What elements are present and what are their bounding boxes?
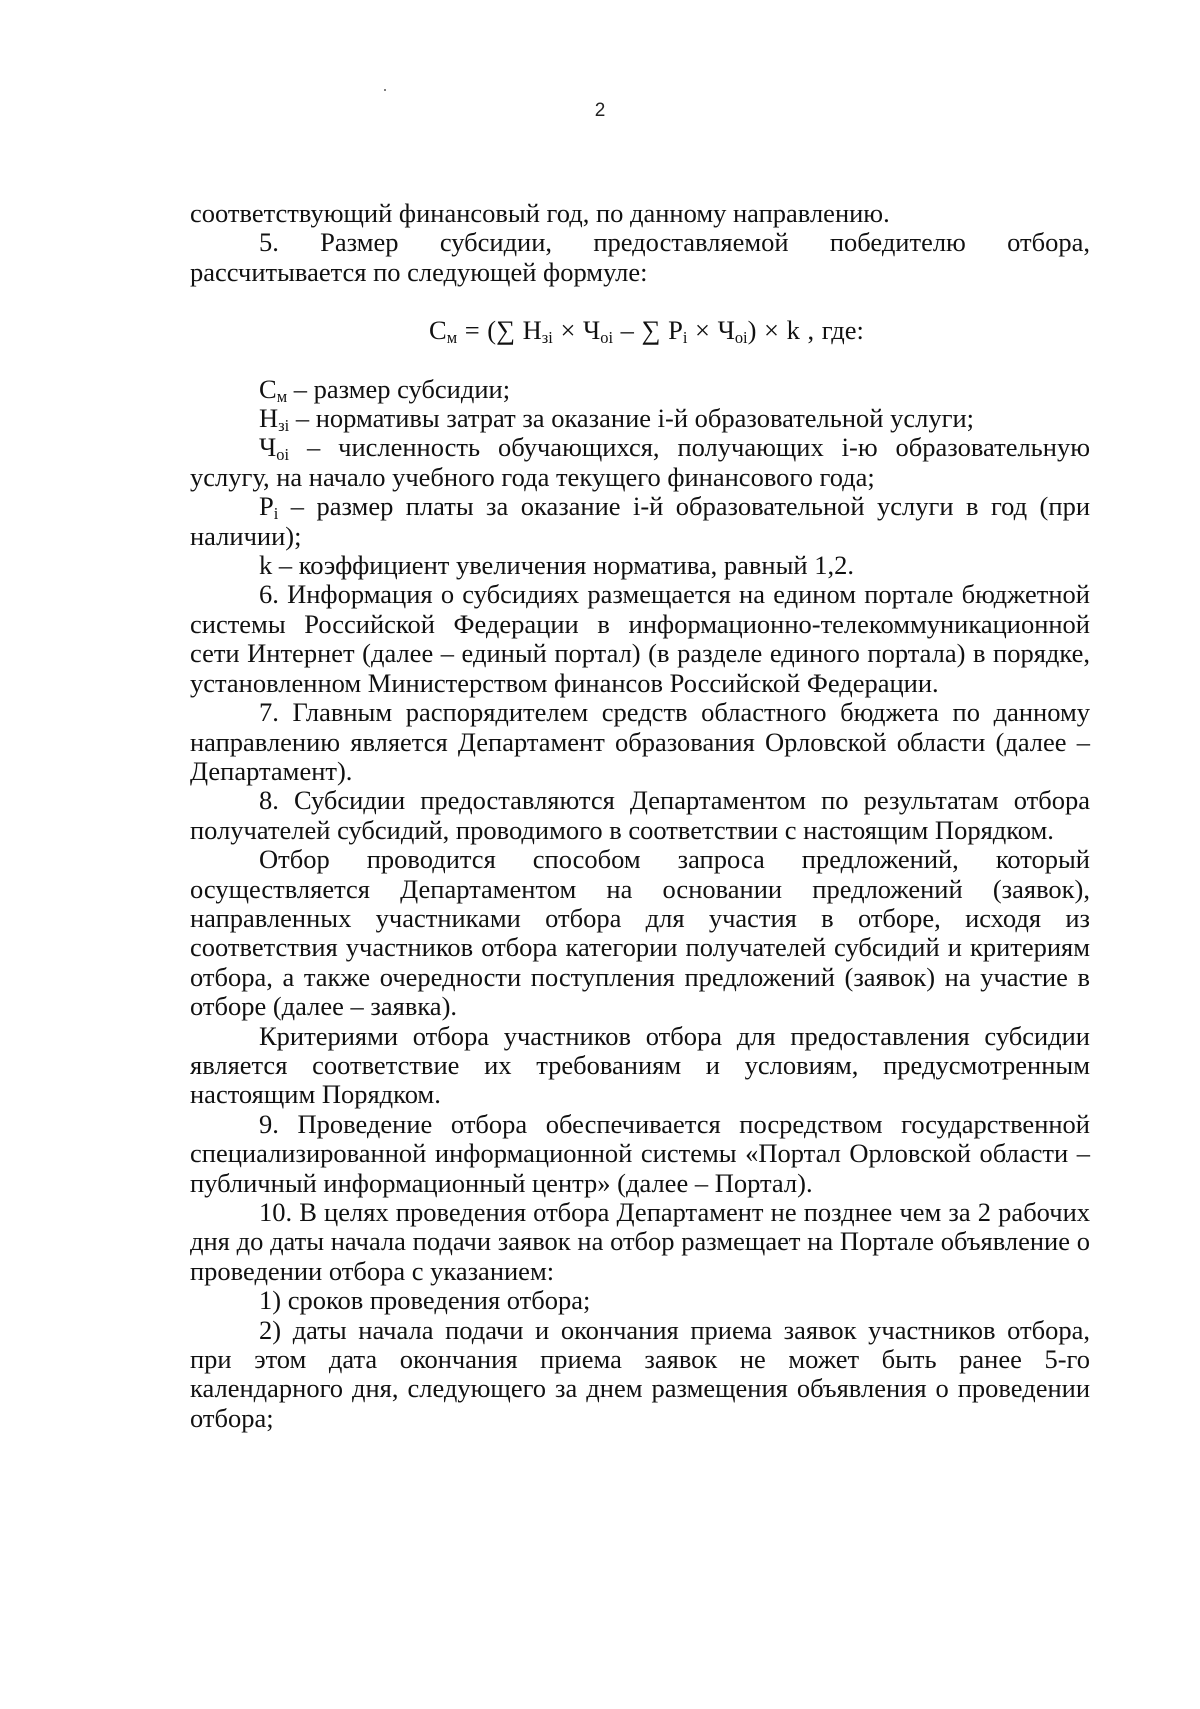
list-item-2: 2) даты начала подачи и окончания приема заявок участников отбора, при этом дата окончания приема заявок не может быть ранее 5-го календарного дня, следующего за днем размещения объявления о проведении отбора; <box>190 1314 1090 1433</box>
formula-part-5: ) × k , где: <box>747 315 864 346</box>
document-body <box>190 199 1090 1433</box>
paragraph-8-selection: Отбор проводится способом запроса предложений, который осуществляется Департаментом на основании предложений (заявок), направленных участниками отбора для участия в отборе, исходя из соответствия участников отбора категории получателей субсидий и критериям отбора, а также очередности поступления предложений (заявок) на участие в отборе (далее – заявка). <box>190 844 1090 1022</box>
paragraph-6: 6. Информация о субсидиях размещается на едином портале бюджетной системы Российской Федерации в информационно-телекоммуникационной сети Интернет (далее – единый портал) (в разделе единого портала) в порядке, установленном Министерством финансов Российской Федерации. <box>190 579 1090 698</box>
definition-p-symbol: Р <box>259 491 274 522</box>
paragraph-9: 9. Проведение отбора обеспечивается посредством государственной специализированной информационной системы «Портал Орловской области – публичный информационный центр» (далее – Портал). <box>190 1108 1090 1198</box>
definition-p-sub: i <box>273 504 279 524</box>
definition-cm-sub: м <box>276 386 288 406</box>
definition-n-symbol: Н <box>259 403 279 434</box>
definition-cm-text: – размер субсидии; <box>287 373 511 404</box>
definition-cm <box>190 375 1090 404</box>
page-number: 2 <box>594 100 606 121</box>
definition-ch <box>190 433 1090 492</box>
formula-part-2: × Ч <box>552 315 601 346</box>
subsidy-formula <box>190 315 1090 348</box>
definition-n-text: – нормативы затрат за оказание i-й образовательной услуги; <box>289 403 974 434</box>
formula-c2-sub: оi <box>734 328 748 348</box>
paragraph-5: 5. Размер субсидии, предоставляемой победителю отбора, рассчитывается по следующей формуле: <box>190 227 1090 287</box>
paragraph-8-criteria: Критериями отбора участников отбора для предоставления субсидии является соответствие их требованиям и условиям, предусмотренным настоящим Порядком. <box>190 1020 1090 1110</box>
formula-n-sub: зi <box>541 328 553 348</box>
formula-p-sub: i <box>682 328 688 348</box>
list-item-1: 1) сроков проведения отбора; <box>259 1285 591 1316</box>
definition-cm-symbol: С <box>259 373 277 404</box>
formula-part-1: = (∑ Н <box>457 315 542 346</box>
definition-ch-symbol: Ч <box>259 432 277 463</box>
formula-lhs-sub: м <box>446 328 458 348</box>
definition-k: k – коэффициент увеличения норматива, равный 1,2. <box>259 550 854 581</box>
formula-lhs: С <box>429 315 447 346</box>
paragraph-8: 8. Субсидии предоставляются Департаментом по результатам отбора получателей субсидий, проводимого в соответствии с настоящим Порядком. <box>190 785 1090 845</box>
paragraph-10: 10. В целях проведения отбора Департамент не позднее чем за 2 рабочих дня до даты начала подачи заявок на отбор размещает на Портале объявление о проведении отбора с указанием: <box>190 1197 1090 1286</box>
paragraph-continuation: соответствующий финансовый год, по данному направлению. <box>190 198 890 228</box>
formula-c1-sub: оi <box>600 328 614 348</box>
formula-part-4: × Ч <box>687 315 735 346</box>
definition-ch-sub: оi <box>276 445 290 465</box>
paragraph-7: 7. Главным распорядителем средств областного бюджета по данному направлению является Департамент образования Орловской области (далее – Департамент). <box>190 697 1090 786</box>
formula-part-3: – ∑ Р <box>613 315 683 346</box>
definition-p-text: – размер платы за оказание i-й образовательной услуги в год (при наличии); <box>190 491 1090 551</box>
definition-ch-text: – численность обучающихся, получающих i-ю образовательную услугу, на начало учебного года текущего финансового года; <box>190 432 1090 492</box>
definition-n <box>190 403 1090 436</box>
definition-p <box>190 492 1090 551</box>
definition-n-sub: зi <box>278 416 290 436</box>
scan-speck <box>384 89 386 91</box>
